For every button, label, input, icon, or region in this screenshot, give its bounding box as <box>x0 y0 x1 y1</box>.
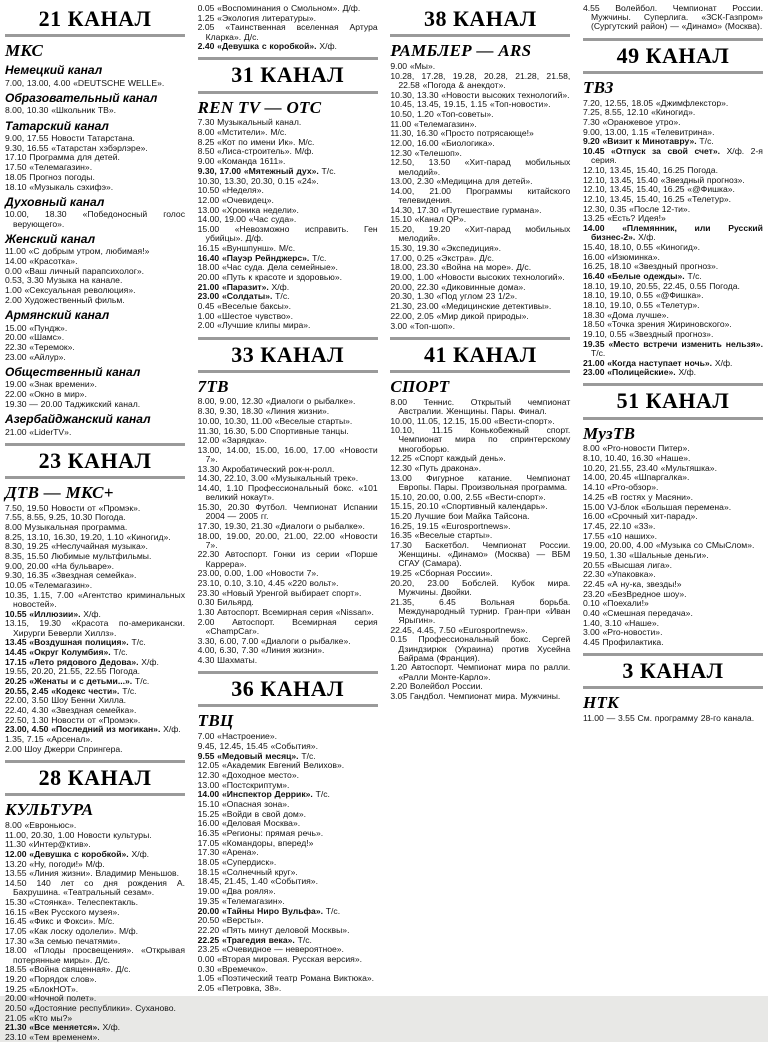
program-line: 10.10, 11.15 Конькобежный спорт. Чемпионат мира по спринтерскому многоборью. <box>390 425 571 454</box>
program-line: 19.25 «БлокНОТ». <box>5 983 79 994</box>
program-line: 15.10 «Опасная зона». <box>197 798 290 809</box>
channel-header: 49 КАНАЛ <box>583 38 763 74</box>
program-line: 14.30, 22.10, 3.00 «Музыкальный трек». <box>197 473 359 484</box>
program-line: 0.05 «Воспоминания о Смольном». Д/ф. <box>197 3 361 13</box>
program-line: 9.00 «Команда 1611». <box>197 156 286 167</box>
program-line: 16.40 «Пауэр Рейнджерс». Т/с. <box>197 252 327 263</box>
program-line: 15.10 «Канал QP». <box>390 214 467 225</box>
program-line: 7.55, 8.55, 9.25, 10.30 Погода. <box>5 512 126 523</box>
program-line: 15.00 «Пундж». <box>5 322 68 333</box>
program-line: 17.30 Баскетбол. Чемпионат России. Женщины. «Динамо» (Москва) — ВБМ СГАУ (Самара). <box>390 539 571 569</box>
column-1 <box>5 4 185 1042</box>
program-line: 7.30 Музыкальный канал. <box>197 117 302 128</box>
program-line: 20.00, 22.30 «Диковинные дома». <box>390 281 526 292</box>
program-line: 19.00, 1.00 «Новости высоких технологий». <box>390 272 565 283</box>
program-line: 18.00 «Час суда. Дела семейные». <box>197 262 338 273</box>
program-line: 10.55 «Иллюзии». Х/ф. <box>5 608 101 619</box>
channel-header: 21 КАНАЛ <box>5 4 185 37</box>
program-line: 3.05 Гандбол. Чемпионат мира. Мужчины. <box>390 690 561 701</box>
program-line: 9.30, 16.55 «Татарстан хэбэрлэре». <box>5 142 148 153</box>
program-line: 12.30, 0.35 «После 12-ти». <box>582 203 691 214</box>
program-line: 14.10 «Pro-обзор». <box>582 482 659 493</box>
network-name: КУЛЬТУРА <box>5 800 94 820</box>
program-line: 23.00, 0.00, 1.00 «Новости 7». <box>197 568 319 579</box>
program-line: 19.00, 20.00, 4.00 «Музыка со СМыСлом». <box>582 540 755 551</box>
subchannel-name: Татарский канал <box>5 118 109 133</box>
program-line: 0.53, 3.30 Музыка на канале. <box>5 275 123 286</box>
subchannel-name: Армянский канал <box>5 307 110 322</box>
program-line: 18.00 «Плоды просвещения». «Открывая потерянные миры». Д/с. <box>5 945 185 965</box>
program-line: 23.00 «Айлур». <box>5 351 66 362</box>
column-3 <box>390 4 570 992</box>
channel-header: 51 КАНАЛ <box>583 383 763 419</box>
program-line: 21.05 «Кто мы?» <box>5 1012 73 1023</box>
program-line: 12.10, 13.45, 15.40, 16.25 «@Фишка». <box>582 184 735 195</box>
program-line: 11.00 — 3.55 См. программу 28-го канала. <box>582 713 755 724</box>
network-name: СПОРТ <box>390 376 450 396</box>
column-4 <box>583 4 763 992</box>
program-line: 1.25 «Экология литературы». <box>197 12 316 23</box>
program-line: 14.00 «Красотка». <box>5 255 78 266</box>
program-line: 13.55 «Линия жизни». Владимир Меньшов. <box>5 868 179 879</box>
program-line: 17.15 «Лето рядового Дедова». Х/ф. <box>5 656 159 667</box>
program-line: 15.20 Лучшие бои Майка Тайсона. <box>390 510 530 521</box>
program-line: 17.00, 0.25 «Экстра». Д/с. <box>390 252 494 263</box>
program-line: 9.00 «Мы». <box>390 60 436 71</box>
program-line: 19.00 «Знак времени». <box>5 379 97 390</box>
program-line: 19.20 «Порядок слов». <box>5 973 97 984</box>
program-line: 10.45, 13.45, 19.15, 1.15 «Топ-новости». <box>390 99 551 110</box>
program-line: 12.30 «Путь дракона». <box>390 462 481 473</box>
program-line: 10.50, 1.20 «Топ-советы». <box>390 108 494 119</box>
program-line: 20.00 «Тайны Ниро Вульфа». Т/с. <box>197 905 341 916</box>
program-line: 23.30 «Новый Уренгой выбирает спорт». <box>197 587 362 598</box>
program-line: 20.25 «Женаты и с детьми...». Т/с. <box>5 676 150 686</box>
program-line: 22.00 «Окно в мир». <box>5 389 87 400</box>
program-line: 19.55, 20.20, 21.55, 22.55 Погода. <box>5 666 141 677</box>
program-line: 20.00 «Ночной полет». <box>5 993 97 1004</box>
program-line: 22.20 «Пять минут деловой Москвы». <box>197 924 350 935</box>
program-line: 13.00 «Постскриптум». <box>197 779 290 790</box>
subchannel-name: Азербайджанский канал <box>5 411 151 426</box>
program-line: 10.35, 1.15, 7.00 «Агентство криминальных новостей». <box>5 589 185 609</box>
program-line: 17.55 «10 наших». <box>582 530 658 541</box>
program-line: 21.00 «LiderTV». <box>5 426 72 437</box>
channel-header: 33 КАНАЛ <box>198 337 378 373</box>
program-line: 19.10, 0.55 «Звездный прогноз». <box>582 329 714 339</box>
program-line: 23.10, 0.10, 3.10, 4.45 «220 вольт». <box>197 578 339 588</box>
program-line: 12.50, 13.50 «Хит-парад мобильных мелодий». <box>390 157 571 177</box>
program-line: 11.30, 16.30, 5.00 Спортивные танцы. <box>197 425 349 436</box>
program-line: 8.30, 9.30, 18.30 «Линия жизни». <box>197 406 330 417</box>
program-line: 18.50 «Точка зрения Жириновского». <box>582 319 732 330</box>
program-line: 15.30, 20.30 Футбол. Чемпионат Испании 2004 — 2005 гг. <box>197 502 378 522</box>
program-line: 10.05 «Телемагазин». <box>5 580 93 591</box>
program-line: 8.10, 10.40, 16.30 «Наше». <box>582 453 691 464</box>
program-line: 16.40 «Белые одежды». Т/с. <box>582 270 702 281</box>
program-line: 17.50 «Телемагазин». <box>5 162 93 173</box>
program-line: 2.20 Волейбол России. <box>390 681 483 692</box>
program-line: 16.15 «Век Русского музея». <box>5 906 120 917</box>
subchannel-name: Немецкий канал <box>5 62 103 77</box>
program-line: 12.00 «Зарядка». <box>197 435 267 446</box>
network-name: 7ТВ <box>197 376 229 396</box>
program-line: 13.45 «Воздушная полиция». Т/с. <box>5 637 146 648</box>
network-name: НТК <box>582 693 620 713</box>
program-line: 17.30 «Арена». <box>197 847 259 858</box>
channel-header: 28 КАНАЛ <box>5 760 185 796</box>
program-line: 15.00 VJ-блок «Большая перемена». <box>582 501 732 512</box>
channel-header: 3 КАНАЛ <box>583 653 763 689</box>
program-line: 7.00 «Настроение». <box>197 731 277 742</box>
channel-header: 23 КАНАЛ <box>5 443 185 479</box>
program-line: 2.00 «Лучшие клипы мира». <box>197 320 311 331</box>
program-line: 2.00 Шоу Джерри Спрингера. <box>5 743 123 754</box>
program-line: 18.45, 21.45, 1.40 «События». <box>197 876 318 887</box>
program-line: 23.25 «Очевидное — невероятное». <box>197 944 344 955</box>
program-line: 11.00 «С добрым утром, любимая!» <box>5 246 150 257</box>
program-line: 9.00, 13.00, 1.15 «Телевитрина». <box>582 126 715 137</box>
program-line: 18.05 «Супердиск». <box>197 857 277 868</box>
program-line: 10.00, 18.30 «Победоносный голос верующего». <box>5 209 185 229</box>
program-line: 8.50 «Лиса-строитель». М/ф. <box>197 146 314 157</box>
program-line: 10.20, 21.55, 23.40 «Мультяшка». <box>582 462 717 473</box>
program-line: 22.45 «А ну-ка, звезды!» <box>582 579 682 589</box>
program-line: 15.25 «Войди в свой дом». <box>197 808 306 819</box>
subchannel-name: Духовный канал <box>5 194 105 209</box>
program-line: 14.00 «Инспектор Деррик». Т/с. <box>197 789 330 800</box>
program-line: 3.00 «Pro-новости». <box>582 627 663 638</box>
program-line: 10.28, 17.28, 19.28, 20.28, 21.28, 21.58, 22.58 «Погода & анекдот». <box>390 70 571 90</box>
program-line: 12.10, 13.45, 15.40, 16.25 Погода. <box>582 164 718 175</box>
network-name: МузТВ <box>582 423 636 443</box>
network-name: REN TV — ОТС <box>197 97 322 117</box>
channel-header: 38 КАНАЛ <box>390 4 570 37</box>
program-line: 20.50 «Версты». <box>197 915 264 926</box>
program-line: 2.40 «Девушка с коробкой». Х/ф. <box>197 41 337 52</box>
program-line: 0.00 «Ваш личный парапсихолог». <box>5 265 145 276</box>
program-line: 8.00, 9.00, 12.30 «Диалоги о рыбалке». <box>197 396 356 407</box>
program-line: 18.05 Прогноз погоды. <box>5 171 95 182</box>
program-line: 20.30, 1.30 «Под углом 23 1/2». <box>390 291 518 302</box>
program-line: 17.05 «Командоры, вперед!» <box>197 837 314 848</box>
program-line: 14.00 «Племянник, или Русский бизнес-2». Х/ф. <box>582 222 763 243</box>
program-line: 9.00, 20.00 «На бульваре». <box>5 560 115 571</box>
program-line: 11.30 «Интер@ктив». <box>5 839 91 850</box>
program-line: 8.00 Музыкальная программа. <box>5 522 128 532</box>
program-line: 7.20, 12.55, 18.05 «Джимфлекстор». <box>582 97 729 108</box>
program-line: 8.35, 15.50 Любимые мультфильмы. <box>5 551 152 562</box>
channel-header: 36 КАНАЛ <box>198 671 378 707</box>
program-line: 22.00, 3.50 Шоу Бенни Хилла. <box>5 695 127 706</box>
program-line: 1.00 «Сексуальная революция». <box>5 285 136 296</box>
network-name: МКС <box>5 41 44 61</box>
program-line: 10.00, 10.30, 11.00 «Веселые старты». <box>197 415 353 426</box>
program-line: 20.00 «Шамс». <box>5 332 65 343</box>
program-line: 19.00 «Два рояля». <box>197 886 276 897</box>
program-line: 9.30, 16.35 «Звездная семейка». <box>5 570 137 581</box>
channel-header: 41 КАНАЛ <box>390 337 570 373</box>
program-line: 11.30, 16.30 «Просто потрясающе!» <box>390 128 534 139</box>
program-line: 8.00 «Мстители». М/с. <box>197 127 287 138</box>
program-line: 16.35 «Веселые старты». <box>390 530 493 541</box>
program-line: 15.10, 20.00, 0.00, 2.55 «Вести-спорт». <box>390 491 546 502</box>
program-line: 0.30 Бильярд. <box>197 597 254 608</box>
program-line: 16.25, 19.15 «Eurosportnews». <box>390 520 511 531</box>
program-line: 0.00 «Вторая мировая. Русская версия». <box>197 953 362 964</box>
program-line: 15.15, 20.10 «Спортивный календарь». <box>390 501 548 512</box>
program-line: 22.25 «Трагедия века». Т/с. <box>197 934 312 945</box>
program-line: 16.15 «Вуншпунш». М/с. <box>197 242 296 253</box>
subchannel-name: Женский канал <box>5 231 96 246</box>
program-line: 12.00 «Девушка с коробкой». Х/ф. <box>5 849 150 859</box>
program-line: 16.00 «Изюминка». <box>582 251 660 262</box>
program-line: 13.00, 2.30 «Медицина для детей». <box>390 176 533 187</box>
program-line: 9.55 «Медовый месяц». Т/с. <box>197 750 316 761</box>
program-line: 13.25 «Есть? Идея!» <box>582 213 666 224</box>
program-line: 1.40, 3.10 «Наше». <box>582 617 659 628</box>
program-line: 21.30, 23.00 «Медицинские детективы». <box>390 301 552 312</box>
program-line: 1.20 Автоспорт. Чемпионат мира по ралли. «Ралли Монте-Карло». <box>390 662 571 682</box>
program-line: 19.25 «Сборная России». <box>390 568 493 578</box>
program-line: 20.55 «Высшая лига». <box>582 559 673 570</box>
program-line: 21.30 «Все меняется». Х/ф. <box>5 1022 121 1033</box>
program-line: 17.05 «Как лоску одолели». М/ф. <box>5 926 139 936</box>
program-line: 18.10, 19.10, 0.55 «Телетур». <box>582 299 700 310</box>
program-line: 8.00 «Pro-новости Питер». <box>582 443 690 454</box>
program-line: 14.00, 20.45 «Шпаргалка». <box>582 472 690 483</box>
network-name: ДТВ — МКС+ <box>5 482 114 502</box>
program-line: 1.35, 7.15 «Арсенал». <box>5 734 93 745</box>
program-line: 20.55, 2.45 «Кодекс чести». Т/с. <box>5 685 137 696</box>
program-line: 15.00 «Невозможно исправить. Ген убийцы». Д/ф. <box>197 223 378 244</box>
program-line: 17.10 Программа для детей. <box>5 152 120 163</box>
program-line: 0.40 «Смешная передача». <box>582 608 693 619</box>
program-line: 2.00 Художественный фильм. <box>5 294 125 305</box>
program-line: 20.00 «Путь к красоте и здоровью». <box>197 271 343 282</box>
program-line: 12.00, 16.00 «Биологика». <box>390 137 495 148</box>
program-line: 14.50 140 лет со дня рождения А. Бахрушина. «Театральный сезам». <box>5 878 185 898</box>
program-line: 14.40, 1.10 Профессиональный бокс. «101 великий нокаут». <box>197 483 378 503</box>
program-line: 1.00 «Шестое чувство». <box>197 310 293 321</box>
subchannel-name: Общественный канал <box>5 364 141 379</box>
program-line: 22.40, 4.30 «Звездная семейка». <box>5 705 137 716</box>
program-line: 0.30 «Времечко». <box>197 963 268 974</box>
channel-header: 31 КАНАЛ <box>198 57 378 93</box>
program-line: 19.50, 1.30 «Шальные деньги». <box>582 549 709 560</box>
program-line: 9.00, 17.55 Новости Татарстана. <box>5 133 135 144</box>
program-line: 21.35, 6.45 Вольная борьба. Международный турнир. Гран-при «Иван Ярыгин». <box>390 596 571 625</box>
program-line: 1.05 «Поэтический театр Романа Виктюка». <box>197 973 375 984</box>
program-line: 9.30, 17.00 «Мятежный дух». Т/с. <box>197 165 336 176</box>
program-line: 3.30, 6.00, 7.00 «Диалоги о рыбалке». <box>197 635 351 646</box>
program-line: 13.20 «Ну, погоди!» М/ф. <box>5 858 105 869</box>
program-line: 8.00 Теннис. Открытый чемпионат Австралии. Женщины. Пары. Финал. <box>390 396 571 416</box>
program-line: 1.30 Автоспорт. Всемирная серия «Nissan». <box>197 607 374 618</box>
program-line: 18.00, 23.30 «Война на море». Д/с. <box>390 262 532 273</box>
program-line: 15.40, 18.10, 0.55 «Киногид». <box>582 241 701 252</box>
program-line: 19.30 — 20.00 Таджикский канал. <box>5 398 141 409</box>
program-line: 13.30 Акробатический рок-н-ролл. <box>197 463 335 474</box>
program-line: 10.00, 11.05, 12.15, 15.00 «Вести-спорт». <box>390 415 555 426</box>
program-line: 18.30 «Дома лучше». <box>582 309 669 320</box>
program-line: 18.00, 19.00, 20.00, 21.00, 22.00 «Новости 7». <box>197 530 378 550</box>
program-line: 4.30 Шахматы. <box>197 655 258 665</box>
program-line: 7.30 «Оранжевое утро». <box>582 116 681 127</box>
program-line: 12.30 «Телешоп». <box>390 147 462 158</box>
program-line: 23.00 «Полицейские». Х/ф. <box>582 367 697 378</box>
program-line: 8.00 «Евроньюс». <box>5 819 77 830</box>
program-line: 8.25 «Кот по имени Ик». М/с. <box>197 136 315 147</box>
program-line: 20.20, 23.00 Бобслей. Кубок мира. Мужчины. Двойки. <box>390 577 571 597</box>
program-line: 10.30, 13.30 «Новости высоких технологий». <box>390 89 570 100</box>
program-line: 7.50, 19.50 Новости от «Промэк». <box>5 502 141 513</box>
program-line: 13.00 Фигурное катание. Чемпионат Европы. Пары. Произвольная программа. <box>390 472 571 492</box>
program-line: 2.05 «Петровка, 38». <box>197 983 282 993</box>
program-line: 22.30 «Теремок». <box>5 341 75 352</box>
program-line: 12.10, 13.45, 15.40, 16.25 «Телетур». <box>582 193 732 204</box>
program-line: 12.30 «Доходное место». <box>197 769 299 780</box>
program-line: 4.45 Профилактика. <box>582 637 664 648</box>
program-line: 11.00, 20.30, 1.00 Новости культуры. <box>5 829 152 840</box>
program-line: 20.50 «Достояние республики». Суханово. <box>5 1003 176 1013</box>
subchannel-name: Образовательный канал <box>5 90 158 105</box>
program-line: 14.00, 21.00 Программы китайского телевидения. <box>390 185 571 206</box>
program-line: 21.00 «Когда наступает ночь». Х/ф. <box>582 357 733 368</box>
program-line: 16.00 «Деловая Москва». <box>197 818 301 829</box>
program-line: 15.30 «Стоянка». Телеспектакль. <box>5 896 138 907</box>
program-line: 14.30, 17.30 «Путешествие гурмана». <box>390 204 542 215</box>
program-line: 8.30, 19.25 «Неслучайная музыка». <box>5 541 148 552</box>
program-line: 22.30 «Упаковка». <box>582 569 656 580</box>
network-name: ТВЦ <box>197 711 234 731</box>
program-line: 13.00 «Хроника недели». <box>197 204 299 215</box>
program-line: 10.45 «Отпуск за свой счет». Х/ф. 2-я серия. <box>582 145 763 166</box>
program-line: 12.25 «Спорт каждый день». <box>390 453 506 464</box>
program-line: 0.15 Профессиональный бокс. Сергей Дзиндзирюк (Украина) против Хусейна Байрама (Франция). <box>390 634 571 663</box>
program-line: 22.50, 1.30 Новости от «Промэк». <box>5 714 141 725</box>
program-line: 8.00, 10.30 «Школьник ТВ». <box>5 105 117 116</box>
program-line: 3.00 «Топ-шоп». <box>390 320 455 331</box>
program-line: 22.00, 2.05 «Мир дикой природы». <box>390 310 529 321</box>
program-line: 17.30, 19.30, 21.30 «Диалоги о рыбалке». <box>197 520 365 531</box>
program-line: 19.35 «Телемагазин». <box>197 895 285 906</box>
program-line: 21.00 «Паразит». Х/ф. <box>197 281 290 292</box>
program-line: 7.00, 13.00, 4.00 «DEUTSCHE WELLE». <box>5 77 165 88</box>
program-line: 16.25, 18.10 «Звездный прогноз». <box>582 261 719 272</box>
program-line: 18.10 «Музыкаль сэхифэ». <box>5 181 114 192</box>
program-line: 16.35 «Регионы: прямая речь». <box>197 828 324 838</box>
program-line: 7.25, 8.55, 12.10 «Киногид». <box>582 107 696 118</box>
program-line: 12.10, 13.45, 15.40 «Звездный прогноз». <box>582 174 745 185</box>
program-line: 11.00 «Телемагазин». <box>390 118 477 129</box>
network-name: ТВЗ <box>582 77 614 97</box>
program-line: 18.10, 19.10, 20.55, 22.45, 0.55 Погода. <box>582 280 740 291</box>
network-name: РАМБЛЕР — ARS <box>390 41 532 61</box>
program-line: 17.30 «За семью печатями». <box>5 935 121 946</box>
program-line: 2.05 «Таинственная вселенная Артура Кларка». Д/с. <box>197 22 378 42</box>
program-line: 15.30, 19.30 «Экспедиция». <box>390 243 501 253</box>
program-line: 12.05 «Академик Евгений Велихов». <box>197 760 345 771</box>
program-line: 16.00 «Срочный хит-парад». <box>582 511 698 522</box>
program-line: 18.10, 19.10, 0.55 «@Фишка». <box>582 290 704 301</box>
program-line: 14.45 «Округ Колумбия». Т/с. <box>5 646 128 657</box>
program-line: 23.00, 4.50 «Последний из могикан». Х/ф. <box>5 724 181 735</box>
program-line: 8.25, 13.10, 16.30, 19.20, 1.10 «Киногид». <box>5 531 171 542</box>
program-line: 10.30, 13.30, 20.30, 0.15 «24». <box>197 175 319 186</box>
column-2 <box>198 4 378 992</box>
program-line: 2.00 Автоспорт. Всемирная серия «ChampCar». <box>197 616 378 636</box>
program-line: 16.45 «Фикс и Фокси». М/с. <box>5 916 115 927</box>
program-line: 22.30 Автоспорт. Гонки из серии «Порше Каррера». <box>197 549 378 569</box>
program-line: 15.20, 19.20 «Хит-парад мобильных мелодий». <box>390 224 571 244</box>
program-line: 23.10 «Тем временем». <box>5 1032 100 1042</box>
program-line: 4.55 Волейбол. Чемпионат России. Мужчины. Суперлига. «ЗСК-Газпром» (Сургутский район) — «Динамо» (Москва). <box>582 3 763 32</box>
program-line: 13.00, 14.00, 15.00, 16.00, 17.00 «Новости 7». <box>197 444 378 465</box>
program-line: 19.35 «Место встречи изменить нельзя». Т/с. <box>582 338 763 358</box>
program-line: 18.55 «Война священная». Д/с. <box>5 964 131 975</box>
program-line: 14.25 «В гостях у Масяни». <box>582 491 694 502</box>
program-line: 23.20 «БезВредное шоу». <box>582 588 687 599</box>
program-line: 23.00 «Солдаты». Т/с. <box>197 291 290 302</box>
program-line: 10.50 «Неделя». <box>197 185 264 196</box>
program-line: 9.20 «Визит к Минотавру». Т/с. <box>582 136 714 147</box>
program-line: 4.00, 6.30, 7.30 «Линия жизни». <box>197 645 325 656</box>
program-line: 9.45, 12.45, 15.45 «События». <box>197 740 318 751</box>
program-line: 0.10 «Поехали!» <box>582 598 649 609</box>
program-line: 14.00, 19.00 «Час суда». <box>197 214 297 225</box>
program-line: 0.45 «Веселые баксы». <box>197 300 292 311</box>
program-line: 13.15, 19.30 «Красота по-американски. Хирурги Беверли Хиллз». <box>5 618 185 638</box>
program-line: 18.15 «Солнечный круг». <box>197 866 298 877</box>
program-line: 17.45, 22.10 «33». <box>582 520 656 531</box>
program-line: 12.00 «Очевидец». <box>197 194 274 205</box>
program-line: 22.45, 4.45, 7.50 «Eurosportnews». <box>390 624 528 635</box>
